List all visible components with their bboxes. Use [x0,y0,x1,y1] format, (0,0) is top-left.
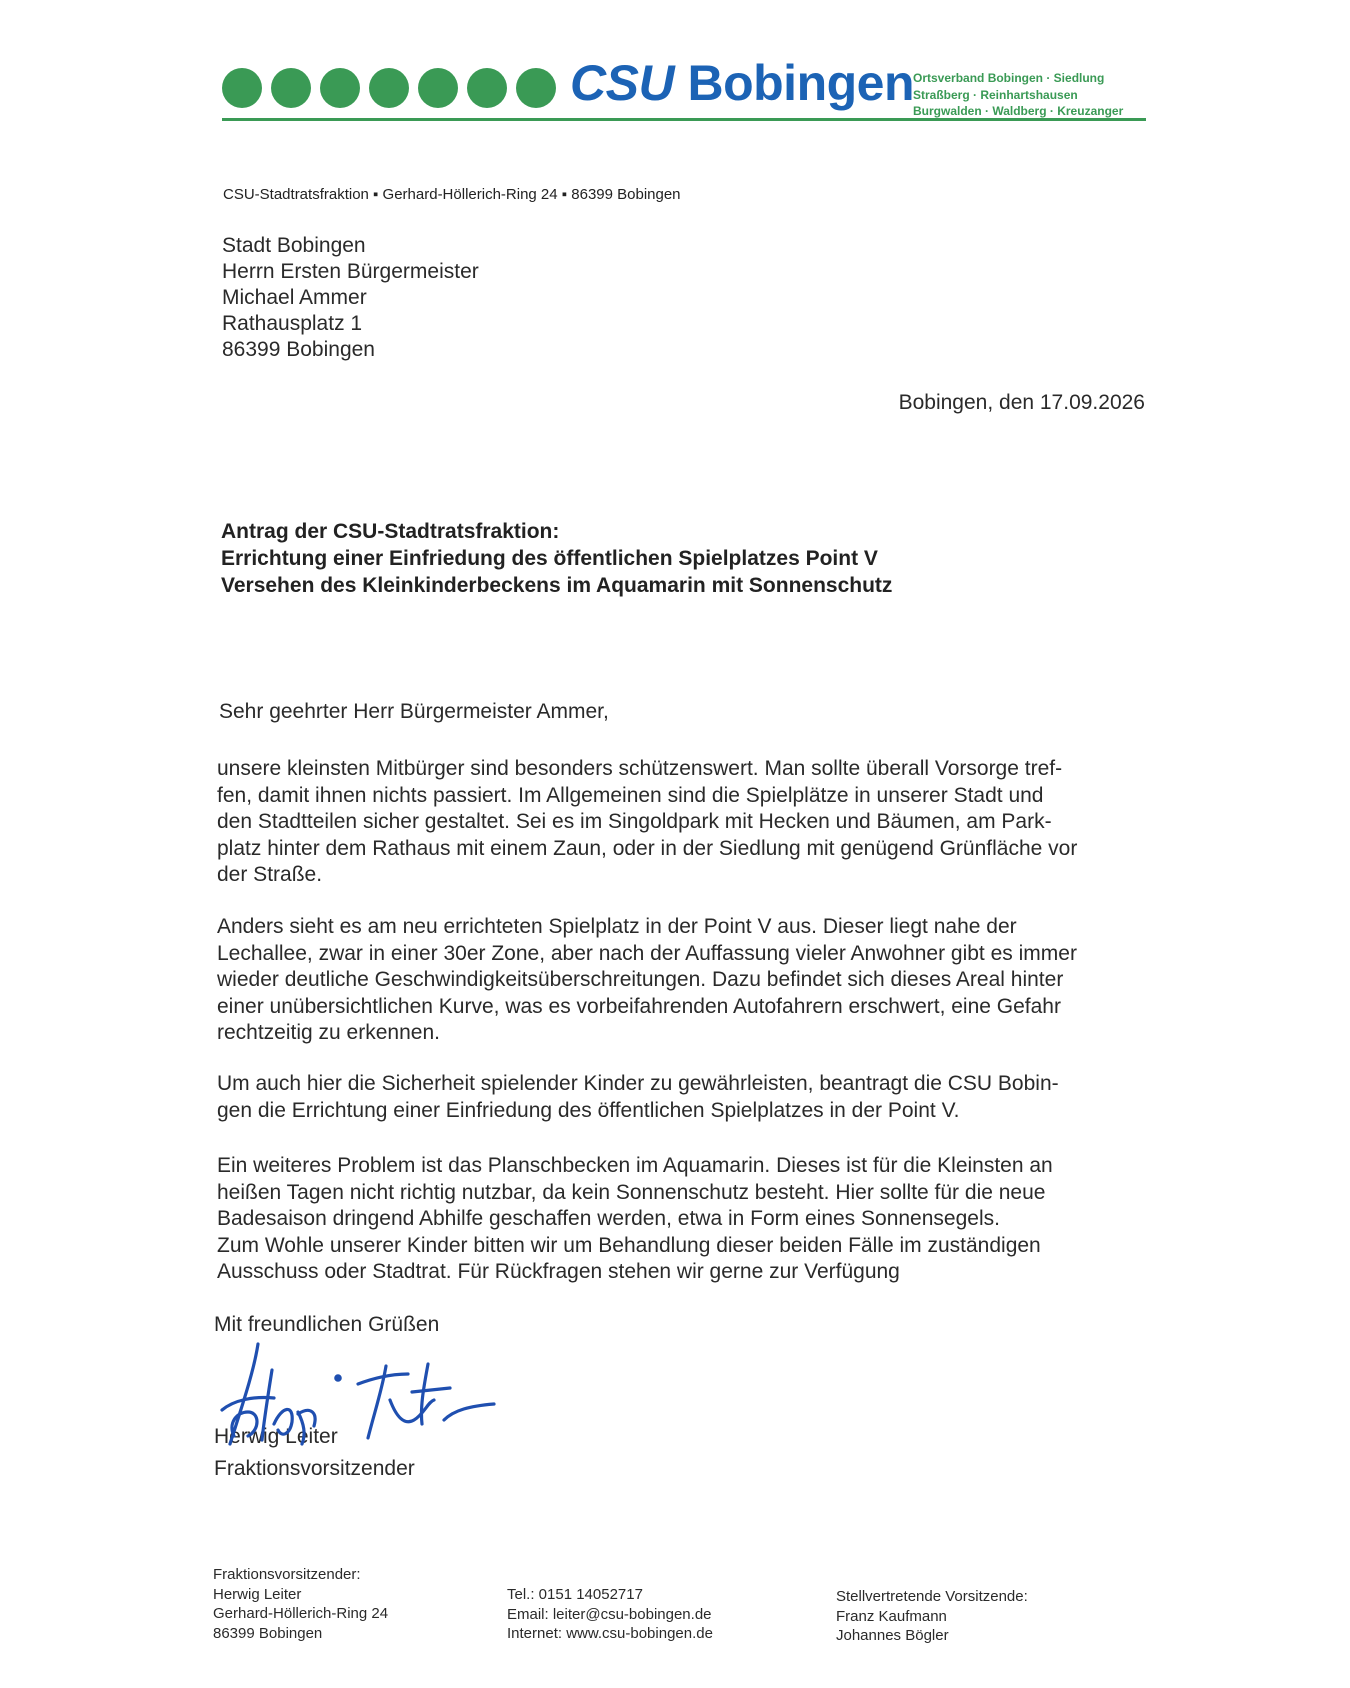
paragraph-line: gen die Errichtung einer Einfriedung des öffentlichen Spielplatzes in der Point V. [217,1098,960,1122]
address-line: Stadt Bobingen [222,234,366,257]
footer-line: Stellvertretende Vorsitzende: [836,1588,1028,1605]
footer-line: Internet: www.csu-bobingen.de [507,1625,713,1642]
body-paragraph [217,1153,1147,1286]
subject-block [221,518,892,599]
ortsverband-block [913,70,1123,120]
address-line: Herrn Ersten Bürgermeister [222,260,479,283]
paragraph-line: einer unübersichtlichen Kurve, was es vorbeifahrenden Autofahrern erschwert, eine Gefahr [217,994,1061,1018]
logo-city: Bobingen [687,55,915,111]
logo-dot [369,68,409,108]
footer-deputies [836,1587,1028,1646]
ortsverband-line: Burgwalden · Waldberg · Kreuzanger [913,104,1124,118]
logo-dot [271,68,311,108]
address-line: 86399 Bobingen [222,338,375,361]
address-line: Michael Ammer [222,286,367,309]
paragraph-line: rechtzeitig zu erkennen. [217,1021,440,1044]
body-paragraph [217,756,1147,889]
subject-line: Errichtung einer Einfriedung des öffentlichen Spielplatzes Point V [221,547,878,570]
subject-line: Antrag der CSU-Stadtratsfraktion: [221,520,560,543]
footer-line: 86399 Bobingen [213,1624,323,1642]
footer-line: Gerhard-Höllerich-Ring 24 [213,1605,389,1622]
logo-dot [516,68,556,108]
paragraph-line: Lechallee, zwar in einer 30er Zone, aber nach der Auffassung vieler Anwohner gibt es immer [217,941,1077,965]
subject-line: Versehen des Kleinkinderbeckens im Aquamarin mit Sonnenschutz [221,574,893,597]
recipient-address [222,233,479,363]
paragraph-line: wieder deutliche Geschwindigkeitsüberschreitungen. Dazu befindet sich dieses Areal hinter [217,968,1064,991]
handwritten-signature [214,1340,504,1452]
csu-logo [570,54,914,112]
signer-role: Fraktionsvorsitzender [214,1457,415,1480]
paragraph-line: heißen Tagen nicht richtig nutzbar, da kein Sonnenschutz besteht. Hier sollte für die neue [217,1180,1046,1204]
footer-line: Tel.: 0151 14052717 [507,1586,643,1603]
paragraph-line: Anders sieht es am neu errichteten Spielplatz in der Point V aus. Dieser liegt nahe der [217,915,1017,938]
paragraph-line: platz hinter dem Rathaus mit einem Zaun, oder in der Siedlung mit genügend Grünfläche vor [217,836,1078,860]
closing: Mit freundlichen Grüßen [214,1313,440,1336]
paragraph-line: Um auch hier die Sicherheit spielender Kinder zu gewährleisten, beantragt die CSU Bobin- [217,1072,1059,1095]
ortsverband-line: Ortsverband Bobingen · Siedlung [913,71,1105,85]
salutation: Sehr geehrter Herr Bürgermeister Ammer, [219,700,609,723]
paragraph-line: fen, damit ihnen nichts passiert. Im Allgemeinen sind die Spielplätze in unserer Stadt und [217,783,1044,807]
letter-date: Bobingen, den 17.09.2026 [898,391,1145,414]
logo-dot [222,68,262,108]
address-line: Rathausplatz 1 [222,312,363,335]
logo-dot [320,68,360,108]
footer-line: Herwig Leiter [213,1585,302,1603]
paragraph-line: den Stadtteilen sicher gestaltet. Sei es im Singoldpark mit Hecken und Bäumen, am Park- [217,810,1052,833]
body-paragraph [217,914,1147,1047]
body-paragraph [217,1071,1147,1124]
signer-name: Herwig Leiter [214,1425,338,1448]
letterhead-rule [222,118,1146,121]
paragraph-line: Badesaison dringend Abhilfe geschaffen werden, etwa in Form eines Sonnensegels. [217,1207,1000,1230]
paragraph-line: der Straße. [217,863,323,886]
footer-line: Fraktionsvorsitzender: [213,1566,361,1583]
paragraph-line: Ausschuss oder Stadtrat. Für Rückfragen stehen wir gerne zur Verfügung [217,1260,900,1283]
footer-contact-details [507,1585,713,1644]
sender-line: CSU-Stadtratsfraktion ▪ Gerhard-Höllerich-Ring 24 ▪ 86399 Bobingen [223,186,681,203]
logo-csu: CSU [570,55,675,111]
paragraph-line: Ein weiteres Problem ist das Planschbecken im Aquamarin. Dieses ist für die Kleinsten an [217,1154,1053,1177]
logo-dots [222,68,556,108]
ortsverband-line: Straßberg · Reinhartshausen [913,87,1078,102]
footer-line: Franz Kaufmann [836,1607,947,1625]
logo-dot [467,68,507,108]
paragraph-line: Zum Wohle unserer Kinder bitten wir um Behandlung dieser beiden Fälle im zuständigen [217,1233,1041,1257]
paragraph-line: unsere kleinsten Mitbürger sind besonders schützenswert. Man sollte überall Vorsorge tref- [217,757,1063,780]
footer-contact-chair [213,1565,388,1643]
footer-line: Email: leiter@csu-bobingen.de [507,1605,712,1623]
logo-dot [418,68,458,108]
footer-line: Johannes Bögler [836,1627,949,1644]
